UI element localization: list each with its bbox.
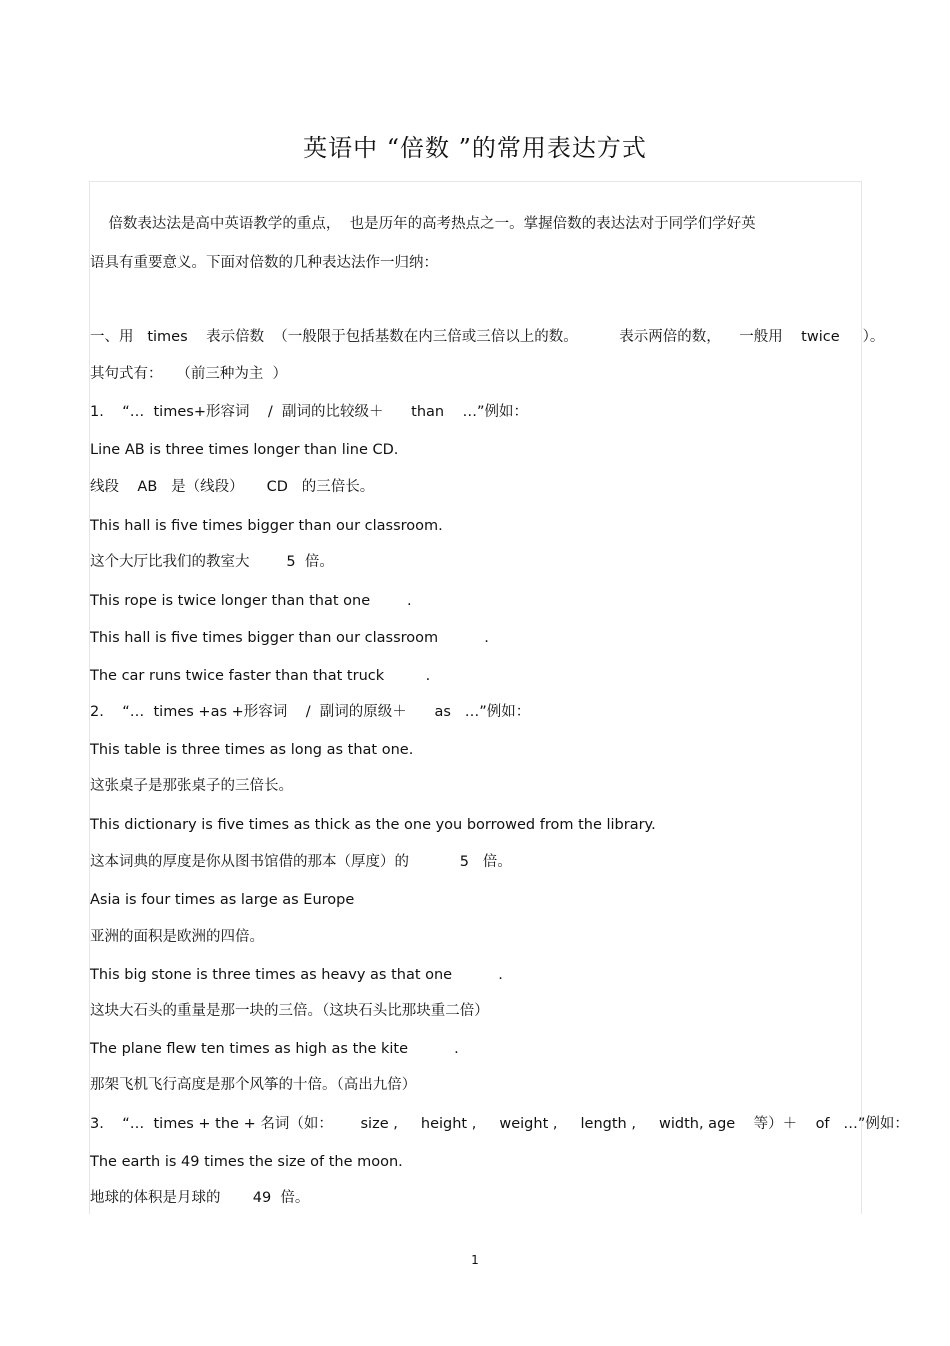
example-sentence: Line AB is three times longer than line CD. (90, 442, 399, 458)
intro-paragraph-line-2: 语具有重要意义。下面对倍数的几种表达法作一归纳： (90, 255, 438, 271)
example-sentence: This table is three times as long as that one. (90, 742, 414, 758)
example-sentence: The car runs twice faster than that truck . (90, 668, 431, 684)
page-title: 英语中 “倍数 ”的常用表达方式 (303, 134, 647, 162)
example-sentence: The plane flew ten times as high as the kite . (90, 1041, 459, 1057)
section-heading-1: 一、用 times 表示倍数 （一般限于包括基数在内三倍或三倍以上的数。 表示两倍的数， 一般用 twice ）。 (90, 329, 885, 345)
example-translation: 这个大厅比我们的教室大 5 倍。 (90, 554, 334, 570)
example-sentence: The earth is 49 times the size of the moon. (90, 1154, 403, 1170)
example-translation: 这本词典的厚度是你从图书馆借的那本（厚度）的 5 倍。 (90, 854, 512, 870)
example-sentence: This dictionary is five times as thick as the one you borrowed from the library. (90, 817, 656, 833)
example-sentence: This hall is five times bigger than our classroom. (90, 518, 443, 534)
example-sentence: Asia is four times as large as Europe (90, 892, 355, 908)
intro-paragraph-line-1: 倍数表达法是高中英语教学的重点， 也是历年的高考热点之一。掌握倍数的表达法对于同学们学好英 (90, 216, 756, 232)
example-sentence: This hall is five times bigger than our classroom . (90, 630, 489, 646)
pattern-heading-3: 3. “… times + the + 名词（如： size , height , weight , length , width, age 等）＋ of …”例如： (90, 1116, 909, 1132)
example-sentence: This rope is twice longer than that one . (90, 593, 412, 609)
example-translation: 地球的体积是月球的 49 倍。 (90, 1190, 310, 1206)
example-translation: 这张桌子是那张桌子的三倍长。 (90, 778, 293, 794)
example-translation: 亚洲的面积是欧洲的四倍。 (90, 929, 264, 945)
pattern-heading-1: 1. “… times+形容词 / 副词的比较级＋ than …”例如： (90, 404, 529, 420)
example-translation: 这块大石头的重量是那一块的三倍。（这块石头比那块重二倍） (90, 1003, 489, 1019)
page-number: 1 (471, 1253, 479, 1267)
pattern-heading-2: 2. “… times +as +形容词 / 副词的原级＋ as …”例如： (90, 704, 531, 720)
example-translation: 线段 AB 是（线段） CD 的三倍长。 (90, 479, 375, 495)
section-intro: 其句式有： （前三种为主 ） (90, 366, 288, 382)
example-sentence: This big stone is three times as heavy as that one . (90, 967, 503, 983)
example-translation: 那架飞机飞行高度是那个风筝的十倍。（高出九倍） (90, 1077, 417, 1093)
